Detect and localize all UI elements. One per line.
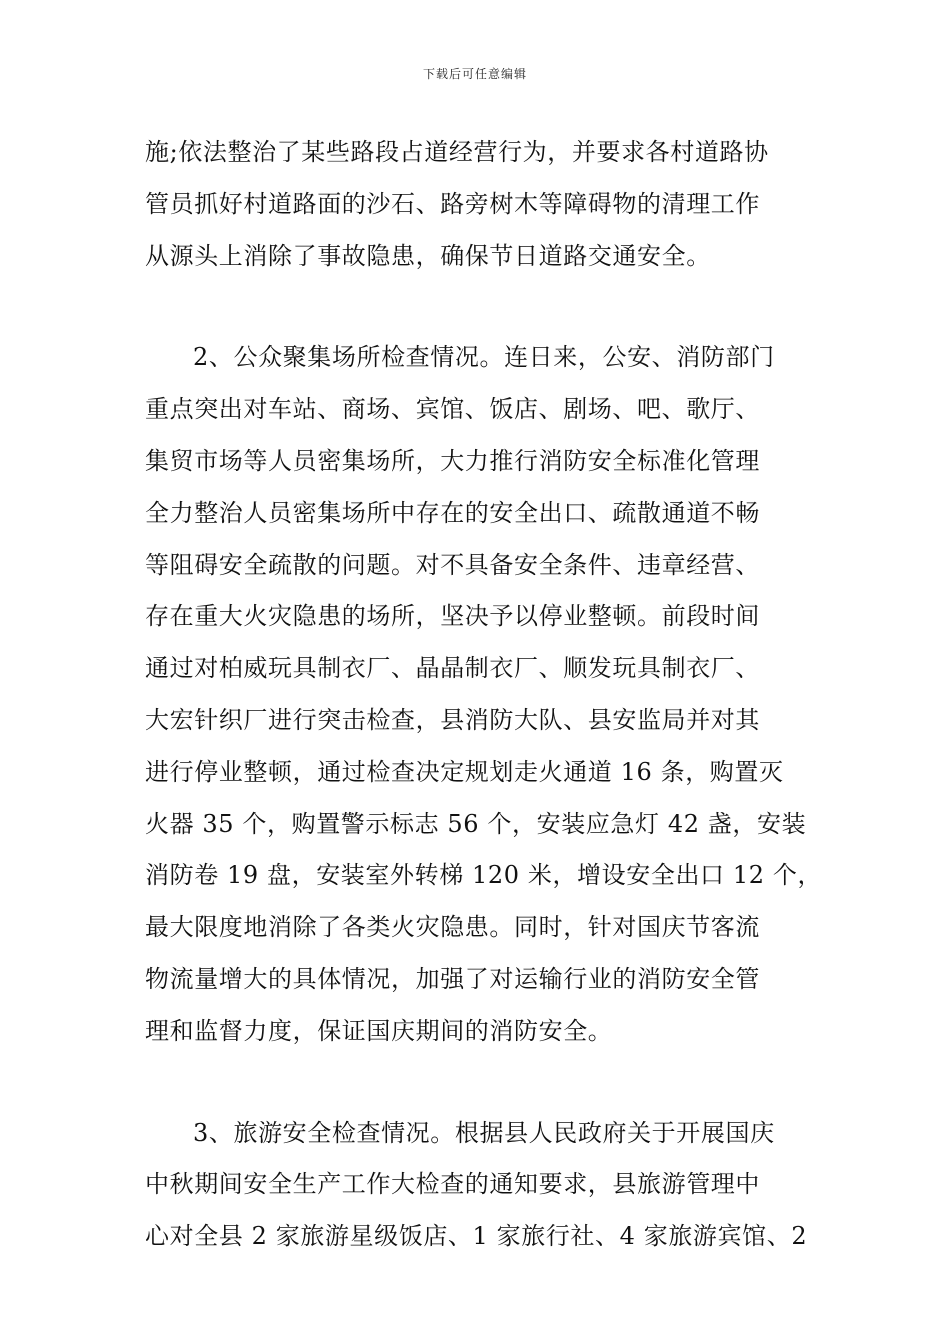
text-line: 心对全县 2 家旅游星级饭店、1 家旅行社、4 家旅游宾馆、2 bbox=[145, 1222, 808, 1251]
text-line: 3、旅游安全检查情况。根据县人民政府关于开展国庆 bbox=[193, 1118, 775, 1147]
text-line: 物流量增大的具体情况，加强了对运输行业的消防安全管 bbox=[145, 964, 760, 993]
text-line: 大宏针织厂进行突击检查，县消防大队、县安监局并对其 bbox=[145, 705, 760, 734]
text-line: 消防卷 19 盘，安装室外转梯 120 米，增设安全出口 12 个， bbox=[145, 861, 823, 890]
text-line: 施;依法整治了某些路段占道经营行为，并要求各村道路协 bbox=[145, 138, 769, 166]
paragraph-spacer bbox=[145, 1058, 825, 1108]
text-line: 进行停业整顿，通过检查决定规划走火通道 16 条，购置灭 bbox=[145, 757, 784, 786]
paragraph-public-places bbox=[145, 332, 825, 1057]
paragraph-spacer bbox=[145, 282, 825, 332]
text-line: 火器 35 个，购置警示标志 56 个，安装应急灯 42 盏，安装 bbox=[145, 809, 807, 838]
document-body bbox=[145, 127, 825, 1263]
text-line: 理和监督力度，保证国庆期间的消防安全。 bbox=[145, 1016, 613, 1045]
text-line: 管员抓好村道路面的沙石、路旁树木等障碍物的清理工作 bbox=[145, 189, 760, 218]
paragraph-tourism-safety bbox=[145, 1108, 825, 1263]
text-line: 等阻碍安全疏散的问题。对不具备安全条件、违章经营、 bbox=[145, 550, 760, 579]
text-line: 中秋期间安全生产工作大检查的通知要求，县旅游管理中 bbox=[145, 1170, 760, 1199]
text-line: 存在重大火灾隐患的场所，坚决予以停业整顿。前段时间 bbox=[145, 602, 760, 631]
text-line: 重点突出对车站、商场、宾馆、饭店、剧场、吧、歌厅、 bbox=[145, 395, 760, 424]
text-line: 从源头上消除了事故隐患，确保节日道路交通安全。 bbox=[145, 241, 711, 270]
text-line: 集贸市场等人员密集场所，大力推行消防安全标准化管理 bbox=[145, 446, 760, 475]
text-line: 2、公众聚集场所检查情况。连日来，公安、消防部门 bbox=[193, 343, 775, 372]
text-line: 全力整治人员密集场所中存在的安全出口、疏散通道不畅 bbox=[145, 498, 760, 527]
text-line: 最大限度地消除了各类火灾隐患。同时，针对国庆节客流 bbox=[145, 913, 760, 942]
text-line: 通过对柏威玩具制衣厂、晶晶制衣厂、顺发玩具制衣厂、 bbox=[145, 654, 760, 683]
paragraph-road-safety bbox=[145, 127, 825, 282]
page-header: 下载后可任意编辑 bbox=[422, 67, 527, 81]
